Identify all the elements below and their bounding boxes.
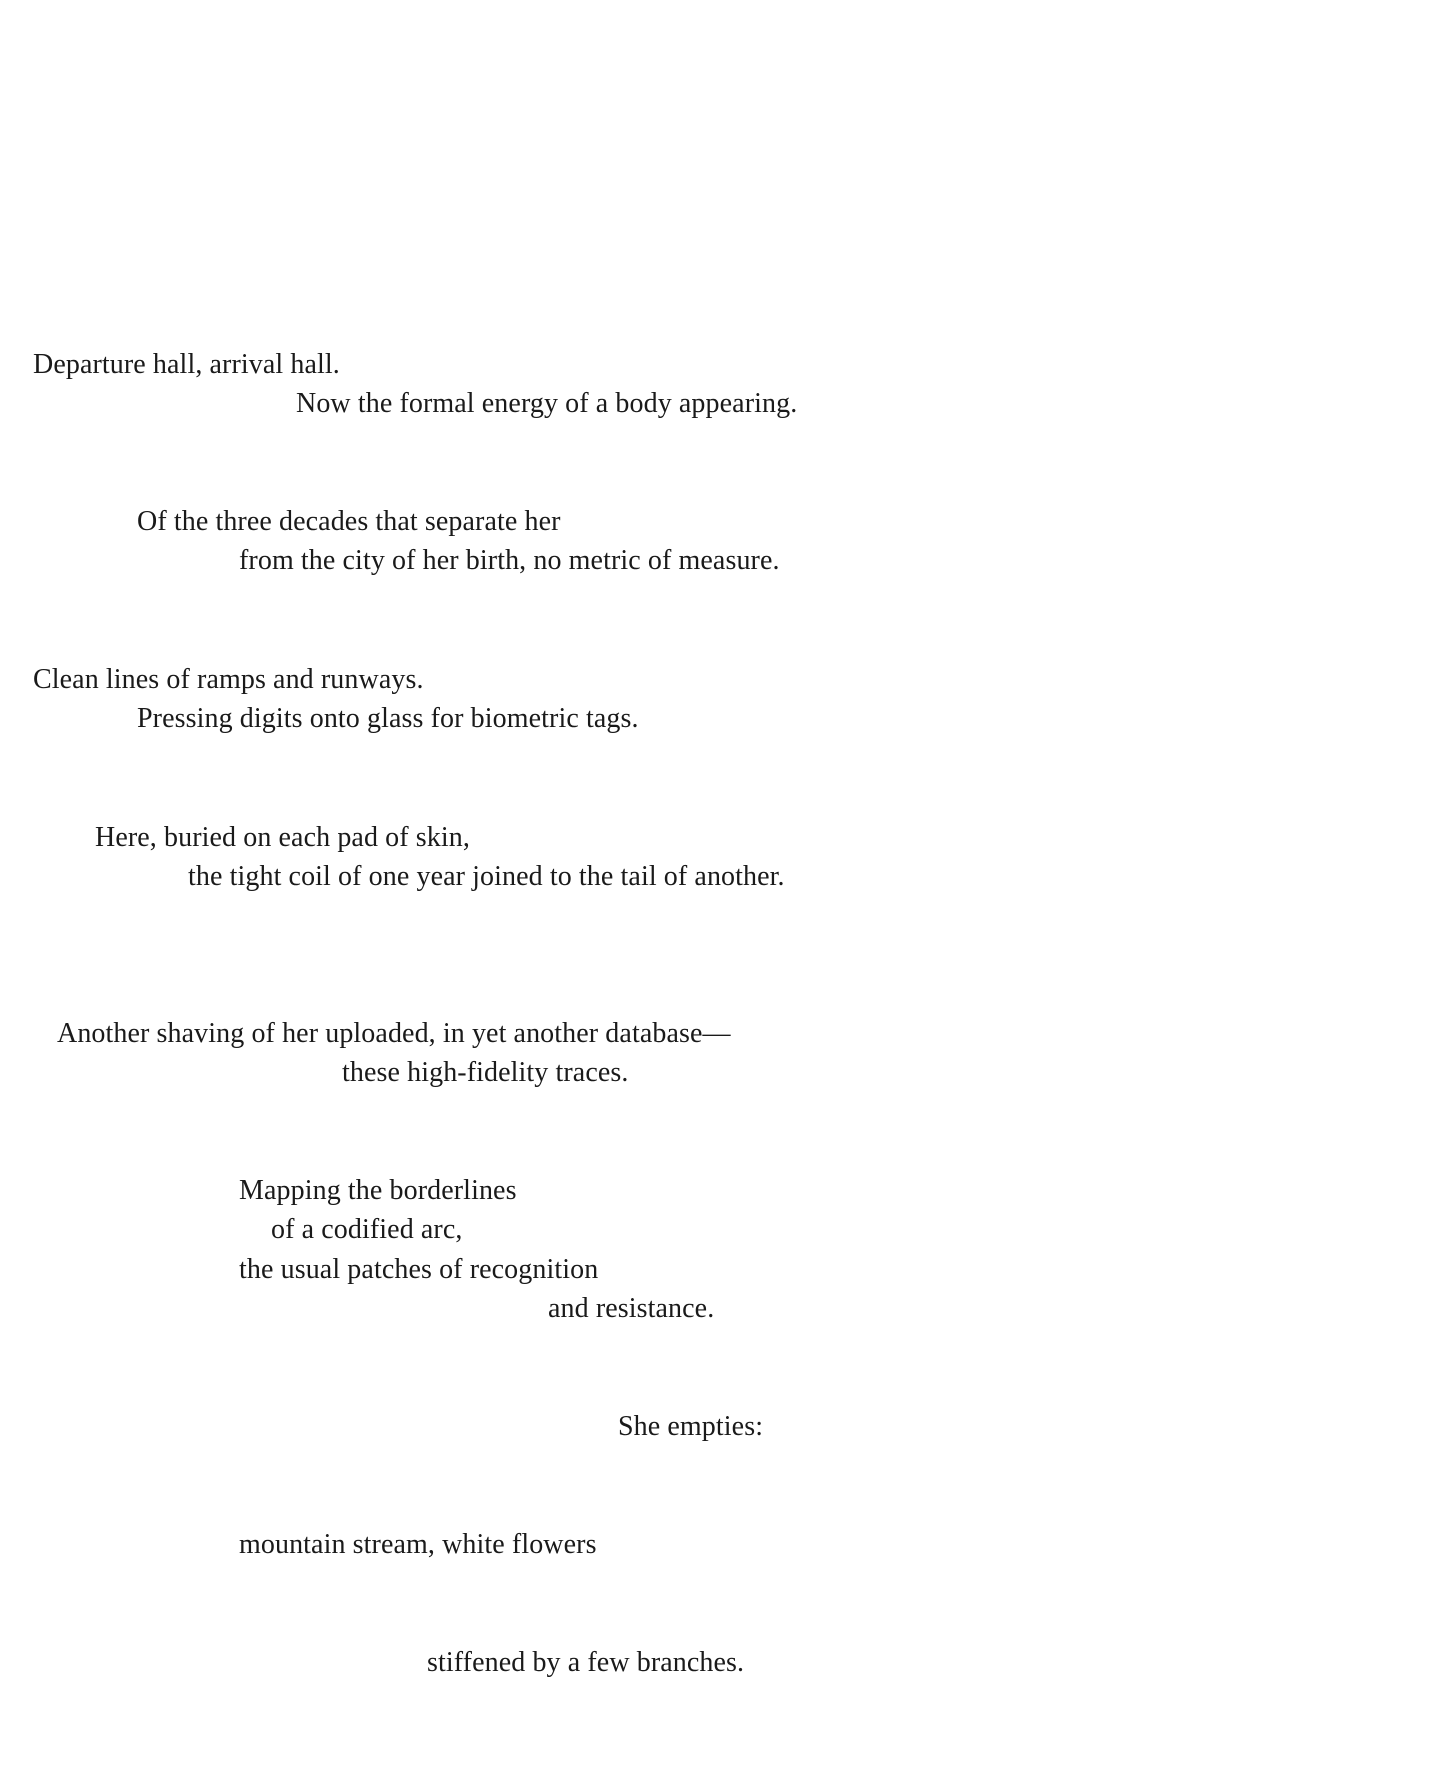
poem-line: Another shaving of her uploaded, in yet another database— [57,1018,731,1049]
poem-line: of a codified arc, [271,1214,463,1245]
poem-line: Clean lines of ramps and runways. [33,664,424,695]
poem-line: She empties: [618,1411,764,1442]
poem-line: Mapping the borderlines [239,1175,517,1206]
poem-line: Here, buried on each pad of skin, [95,822,470,853]
poem-line: mountain stream, white flowers [239,1529,597,1560]
poem-line: Of the three decades that separate her [137,506,561,537]
poem-line: Now the formal energy of a body appearing. [296,388,798,419]
poem-line: Departure hall, arrival hall. [33,349,340,380]
poem-line: the tight coil of one year joined to the tail of another. [188,861,785,892]
poem-line: stiffened by a few branches. [427,1647,745,1678]
poem-line: the usual patches of recognition [239,1254,599,1285]
poem-line: these high-fidelity traces. [342,1057,629,1088]
poem-line: from the city of her birth, no metric of measure. [239,545,780,576]
poem-line: and resistance. [548,1293,715,1324]
poem-line: Pressing digits onto glass for biometric tags. [137,703,639,734]
